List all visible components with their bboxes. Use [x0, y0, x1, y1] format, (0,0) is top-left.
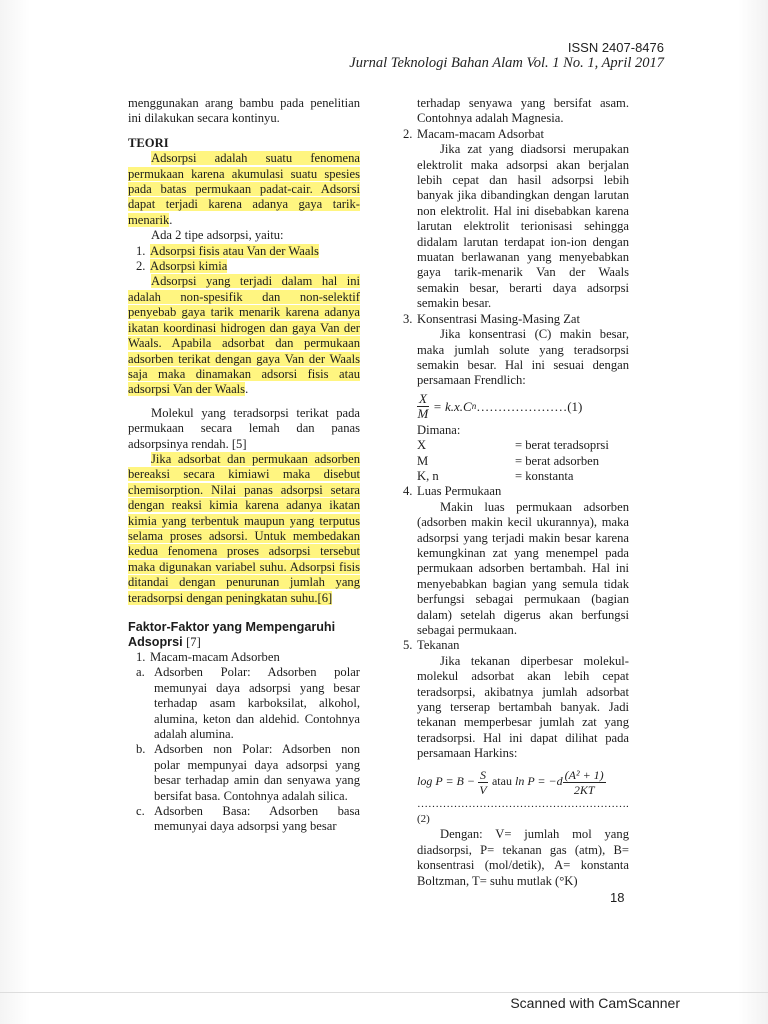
faktor-item-4: 4. Luas Permukaan [403, 484, 502, 499]
camscanner-watermark: Scanned with CamScanner [510, 995, 680, 1011]
page-number: 18 [610, 890, 625, 905]
tekanan-text: Jika tekanan diperbesar molekul-molekul adsorbat akan lebih cepat teradsorpsi, akibatnya jumlah adsorbat yang terserap bertambah banyak. Jadi tekanan memperbesar jumlah zat yang teradsorpsi. Hal ini dapat dilihat pada persamaan Harkins: [417, 653, 629, 761]
equation-2-label: ………………………………………………….(2) [417, 797, 629, 826]
definition-table [417, 438, 627, 484]
left-column [128, 96, 360, 835]
frendlich-equation: $\frac{X}{M}$ = k.x.C n …………………(1) [417, 390, 583, 421]
faktor-item-1: 1. Macam-macam Adsorben [136, 650, 280, 664]
highlight: Adsorpsi adalah suatu fenomena permukaan karena akumulasi suatu spesies pada batas permukaan padat-cair. Adsorsi dapat terjadi karena adanya gaya tarik-menarik [128, 151, 360, 227]
journal-title: Jurnal Teknologi Bahan Alam Vol. 1 No. 1, April 2017 [349, 55, 664, 71]
type-item-2: 2. Adsorpsi kimia [136, 259, 228, 274]
adsorbat-text: Jika zat yang diadsorsi merupakan elektrolit maka adsorpsi akan berjalan lebih cepat dan hasil adsorpsi lebih banyak jika dibandingkan dengan larutan non elektrolit. Hal ini disebabkan karena larutan elektrolit terionisasi sehingga didalam larutan terdapat ion-ion dengan muatan berlawanan yang menyebabkan gaya tarik-menarik Van der Waals semakin besar, berarti daya adsorpsi semakin besar. [417, 142, 629, 311]
konsentrasi-text: Jika konsentrasi (C) makin besar, maka jumlah solute yang teradsorpsi semakin besar. Hal ini sesuai dengan persamaan Frendlich: [417, 327, 629, 388]
teori-paragraph-4: Jika adsorbat dan permukaan adsorben bereaksi secara kimiawi maka disebut chemisorption. Nilai panas adsorpsi setara dengan reaksi kimia karena adanya ikatan kimia yang terbentuk maupun yang terputus selama proses adsorsi. Untuk membedakan kedua fenomena proses adsorpsi tersebut maka digunakan variabel suhu. Adsorpsi fisis ditandai dengan penurunan jumlah yang teradsorpsi dengan peningkatan suhu.[6] [128, 451, 360, 605]
adsorben-non-polar: b. Adsorben non Polar: Adsorben non polar mempunyai daya adsorpsi yang besar terhadap amin dan senyawa yang bersifat basa. Contohnya adalah silica. [136, 742, 360, 803]
faktor-item-3: 3. Konsentrasi Masing-Masing Zat [403, 311, 580, 326]
right-column [395, 96, 629, 889]
definition-row: M = berat adsorben [417, 453, 600, 468]
luas-permukaan-text: Makin luas permukaan adsorben (adsorben makin kecil ukurannya), maka adsorpsi yang terjadi makin besar karena kemungkinan zat yang menempel pada permukaan adsorben bertambah. Hal ini menyebabkan bagian yang semula tidak berfungsi sebagai permukaan (bagian dalam) setelah digerus akan berfungsi sebagai permukaan. [417, 499, 629, 637]
teori-paragraph-3: Molekul yang teradsorpsi terikat pada permukaan secara lemah dan panas adsorpsinya rendah. [5] [128, 405, 360, 451]
faktor-heading: Faktor-Faktor yang Mempengaruhi Adsoprsi [7] [128, 620, 336, 649]
intro-text: menggunakan arang bambu pada penelitian ini dilakukan secara kontinyu. [128, 96, 360, 126]
adsorben-basa: c. Adsorben Basa: Adsorben basa memunyai daya adsorpsi yang besar [136, 804, 360, 834]
teori-paragraph-1: Adsorpsi adalah suatu fenomena permukaan karena akumulasi suatu spesies pada batas permukaan padat-cair. Adsorsi dapat terjadi karena adanya gaya tarik-menarik. [128, 151, 360, 227]
issn-label: ISSN 2407-8476 [567, 40, 664, 55]
continuation-text: terhadap senyawa yang bersifat asam. Contohnya adalah Magnesia. [417, 96, 629, 126]
harkins-equation: log P = B − $\frac{S}{V}$ atau ln P = −d $\frac{\text{(A² + 1)}}{2KT}$ [417, 767, 604, 797]
footer-divider [0, 992, 768, 993]
adsorben-polar: a. Adsorben Polar: Adsorben polar memunyai daya adsorpsi yang besar terhadap asam karboksilat, alkohol, alumina, keton dan aldehid. Contohnya adalah alumina. [136, 665, 360, 742]
type-item-1: 1. Adsorpsi fisis atau Van der Waals [136, 243, 319, 258]
dimana-label: Dimana: [417, 422, 461, 437]
teori-heading: TEORI [128, 135, 169, 150]
faktor-item-2: 2. Macam-macam Adsorbat [403, 126, 544, 141]
teori-paragraph-2: Adsorpsi yang terjadi dalam hal ini adalah non-spesifik dan non-selektif penyebab gaya tarik menarik karena adanya ikatan koordinasi hidrogen dan gaya Van der Waals. Apabila adsorbat dan permukaan adsorben terikat dengan gaya Van der Waals saja maka dinamakan adsorsi fisis atau adsorpsi Van der Waals. [128, 274, 360, 397]
dengan-text: Dengan: V= jumlah mol yang diadsorpsi, P= tekanan gas (atm), B= konsentrasi (mol/detik), A= konstanta Boltzman, T= suhu mutlak (°K) [417, 827, 629, 888]
definition-row: X = berat teradsoprsi [417, 438, 609, 453]
types-intro: Ada 2 tipe adsorpsi, yaitu: [151, 228, 284, 243]
definition-row: K, n = konstanta [417, 468, 574, 483]
faktor-item-5: 5. Tekanan [403, 638, 460, 653]
